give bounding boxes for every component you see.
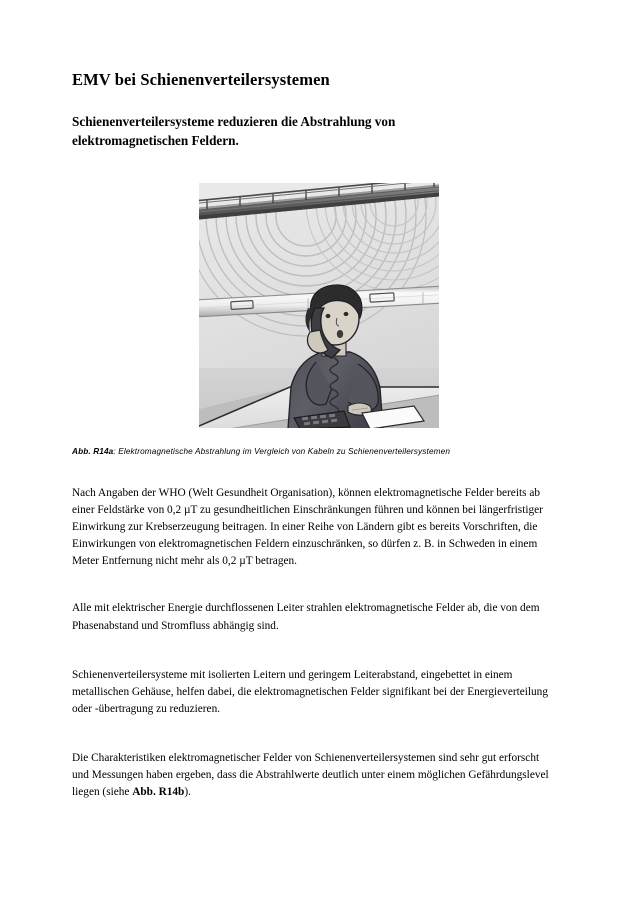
paragraph-who-limits: Nach Angaben der WHO (Welt Gesundheit Organisation), können elektromagnetische Felder bereits ab einer Feldstärke von 0,2 µT zu gesundheitlichen Einschränkungen führen und können bei längerfristiger Einwirkung zur Krebserzeugung beitragen. In einer Reihe von Ländern gibt es bereits Vorschriften, die Einwirkungen von elektromagnetischen Feldern einzuschränken, so dürfen z. B. in Schweden in einem Meter Entfernung nicht mehr als 0,2 µT betragen. [72,486,543,568]
figure-block [72,182,568,457]
paragraph-measurements [72,750,554,801]
figure-image [198,182,440,429]
figure-caption [72,446,568,457]
emc-illustration [198,182,440,429]
document-content [72,70,568,802]
figure-caption-text: Elektromagnetische Abstrahlung im Vergleich von Kabeln zu Schienenverteilersystemen [118,447,451,457]
figure-caption-label: Abb. R14a [72,447,114,457]
page-title: EMV bei Schienenverteilersystemen [72,70,330,89]
figure-reference-r14b: Abb. R14b [132,786,185,799]
paragraph-measurements-tail: ). [184,786,191,799]
page-subtitle: Schienenverteilersysteme reduzieren die Abstrahlung von elektromagnetischen Feldern. [72,113,396,148]
paragraph-measurements-lead: Die Charakteristiken elektromagnetischer Felder von Schienenverteilersystemen sind sehr gut erforscht und Messungen haben ergeben, dass die Abstrahlwerte deutlich unter einem möglichen Gefährdungslevel liegen (siehe [72,752,549,799]
paragraph-conductor-radiation: Alle mit elektrischer Energie durchflossenen Leiter strahlen elektromagnetische Felder ab, die von dem Phasenabstand und Stromfluss abhängig sind. [72,602,540,632]
paragraph-busbar-benefit: Schienenverteilersysteme mit isolierten Leitern und geringem Leiterabstand, eingebettet in einem metallischen Gehäuse, helfen dabei, die elektromagnetischen Felder signifikant bei der Energieverteilung oder -übertragung zu reduzieren. [72,668,548,715]
figure-caption-separator: : [113,447,116,457]
